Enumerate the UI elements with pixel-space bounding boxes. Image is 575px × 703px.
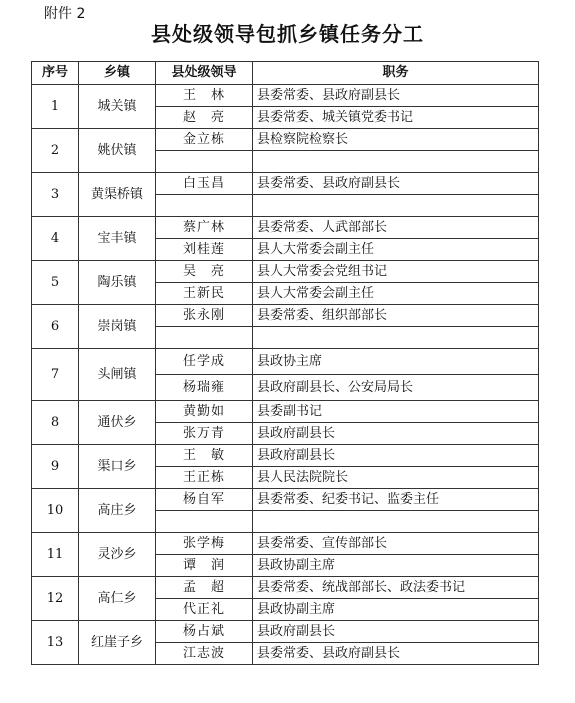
cell-no: 4 bbox=[32, 217, 79, 261]
cell-leader: 王正栋 bbox=[156, 467, 253, 489]
cell-leader: 江志波 bbox=[156, 643, 253, 665]
cell-town: 宝丰镇 bbox=[79, 217, 156, 261]
cell-duty: 县委常委、县政府副县长 bbox=[253, 643, 539, 665]
cell-no: 3 bbox=[32, 173, 79, 217]
cell-duty: 县委常委、县政府副县长 bbox=[253, 173, 539, 195]
table-row bbox=[32, 577, 539, 599]
table-row bbox=[32, 129, 539, 151]
cell-duty: 县委常委、组织部部长 bbox=[253, 305, 539, 327]
cell-town: 渠口乡 bbox=[79, 445, 156, 489]
cell-no: 7 bbox=[32, 349, 79, 401]
cell-town: 高庄乡 bbox=[79, 489, 156, 533]
cell-leader: 白玉昌 bbox=[156, 173, 253, 195]
table-row bbox=[32, 401, 539, 423]
cell-no: 8 bbox=[32, 401, 79, 445]
cell-town: 灵沙乡 bbox=[79, 533, 156, 577]
cell-duty: 县政协副主席 bbox=[253, 599, 539, 621]
cell-leader: 任学成 bbox=[156, 349, 253, 375]
cell-leader: 杨瑞雍 bbox=[156, 375, 253, 401]
cell-duty: 县政府副县长 bbox=[253, 445, 539, 467]
cell-no: 6 bbox=[32, 305, 79, 349]
cell-leader bbox=[156, 195, 253, 217]
cell-leader: 王 林 bbox=[156, 85, 253, 107]
cell-leader: 黄勤如 bbox=[156, 401, 253, 423]
cell-town: 黄渠桥镇 bbox=[79, 173, 156, 217]
cell-duty: 县政协主席 bbox=[253, 349, 539, 375]
cell-no: 2 bbox=[32, 129, 79, 173]
cell-duty: 县政府副县长、公安局局长 bbox=[253, 375, 539, 401]
cell-no: 12 bbox=[32, 577, 79, 621]
cell-no: 11 bbox=[32, 533, 79, 577]
cell-leader bbox=[156, 511, 253, 533]
cell-leader: 张永刚 bbox=[156, 305, 253, 327]
cell-leader: 王新民 bbox=[156, 283, 253, 305]
cell-leader bbox=[156, 327, 253, 349]
cell-duty bbox=[253, 327, 539, 349]
cell-leader: 张万青 bbox=[156, 423, 253, 445]
cell-duty: 县检察院检察长 bbox=[253, 129, 539, 151]
cell-leader: 代正礼 bbox=[156, 599, 253, 621]
cell-town: 城关镇 bbox=[79, 85, 156, 129]
cell-town: 通伏乡 bbox=[79, 401, 156, 445]
cell-town: 姚伏镇 bbox=[79, 129, 156, 173]
cell-duty bbox=[253, 151, 539, 173]
cell-town: 红崖子乡 bbox=[79, 621, 156, 665]
cell-duty: 县委副书记 bbox=[253, 401, 539, 423]
cell-duty bbox=[253, 511, 539, 533]
table-header-row bbox=[32, 62, 539, 85]
header-leader: 县处级领导 bbox=[156, 62, 253, 85]
cell-leader: 蔡广林 bbox=[156, 217, 253, 239]
cell-leader: 刘桂莲 bbox=[156, 239, 253, 261]
cell-duty: 县人大常委会副主任 bbox=[253, 239, 539, 261]
cell-duty: 县政协副主席 bbox=[253, 555, 539, 577]
cell-duty: 县委常委、城关镇党委书记 bbox=[253, 107, 539, 129]
cell-duty: 县委常委、人武部部长 bbox=[253, 217, 539, 239]
header-duty: 职务 bbox=[253, 62, 539, 85]
cell-duty bbox=[253, 195, 539, 217]
table-row bbox=[32, 445, 539, 467]
table-row bbox=[32, 173, 539, 195]
table-row bbox=[32, 261, 539, 283]
cell-duty: 县政府副县长 bbox=[253, 423, 539, 445]
table-row bbox=[32, 533, 539, 555]
cell-duty: 县政府副县长 bbox=[253, 621, 539, 643]
cell-duty: 县委常委、宣传部部长 bbox=[253, 533, 539, 555]
table-row bbox=[32, 85, 539, 107]
table-row bbox=[32, 489, 539, 511]
cell-duty: 县人大常委会副主任 bbox=[253, 283, 539, 305]
cell-duty: 县委常委、纪委书记、监委主任 bbox=[253, 489, 539, 511]
cell-no: 13 bbox=[32, 621, 79, 665]
table-body bbox=[32, 85, 539, 665]
table-row bbox=[32, 217, 539, 239]
cell-leader: 吴 亮 bbox=[156, 261, 253, 283]
cell-leader: 赵 亮 bbox=[156, 107, 253, 129]
cell-leader: 孟 超 bbox=[156, 577, 253, 599]
cell-duty: 县委常委、统战部部长、政法委书记 bbox=[253, 577, 539, 599]
attachment-label: 附件 2 bbox=[44, 6, 86, 22]
header-no: 序号 bbox=[32, 62, 79, 85]
cell-town: 头闸镇 bbox=[79, 349, 156, 401]
cell-no: 1 bbox=[32, 85, 79, 129]
cell-duty: 县人大常委会党组书记 bbox=[253, 261, 539, 283]
cell-leader: 杨自军 bbox=[156, 489, 253, 511]
cell-town: 崇岗镇 bbox=[79, 305, 156, 349]
cell-leader bbox=[156, 151, 253, 173]
table-row bbox=[32, 621, 539, 643]
document-title: 县处级领导包抓乡镇任务分工 bbox=[151, 22, 424, 46]
assignment-table bbox=[31, 61, 539, 665]
cell-leader: 金立栋 bbox=[156, 129, 253, 151]
header-town: 乡镇 bbox=[79, 62, 156, 85]
cell-duty: 县委常委、县政府副县长 bbox=[253, 85, 539, 107]
cell-leader: 张学梅 bbox=[156, 533, 253, 555]
cell-leader: 谭 润 bbox=[156, 555, 253, 577]
cell-leader: 王 敏 bbox=[156, 445, 253, 467]
cell-no: 5 bbox=[32, 261, 79, 305]
cell-no: 9 bbox=[32, 445, 79, 489]
cell-town: 高仁乡 bbox=[79, 577, 156, 621]
table-row bbox=[32, 349, 539, 375]
cell-leader: 杨占斌 bbox=[156, 621, 253, 643]
cell-duty: 县人民法院院长 bbox=[253, 467, 539, 489]
cell-no: 10 bbox=[32, 489, 79, 533]
table-row bbox=[32, 305, 539, 327]
cell-town: 陶乐镇 bbox=[79, 261, 156, 305]
